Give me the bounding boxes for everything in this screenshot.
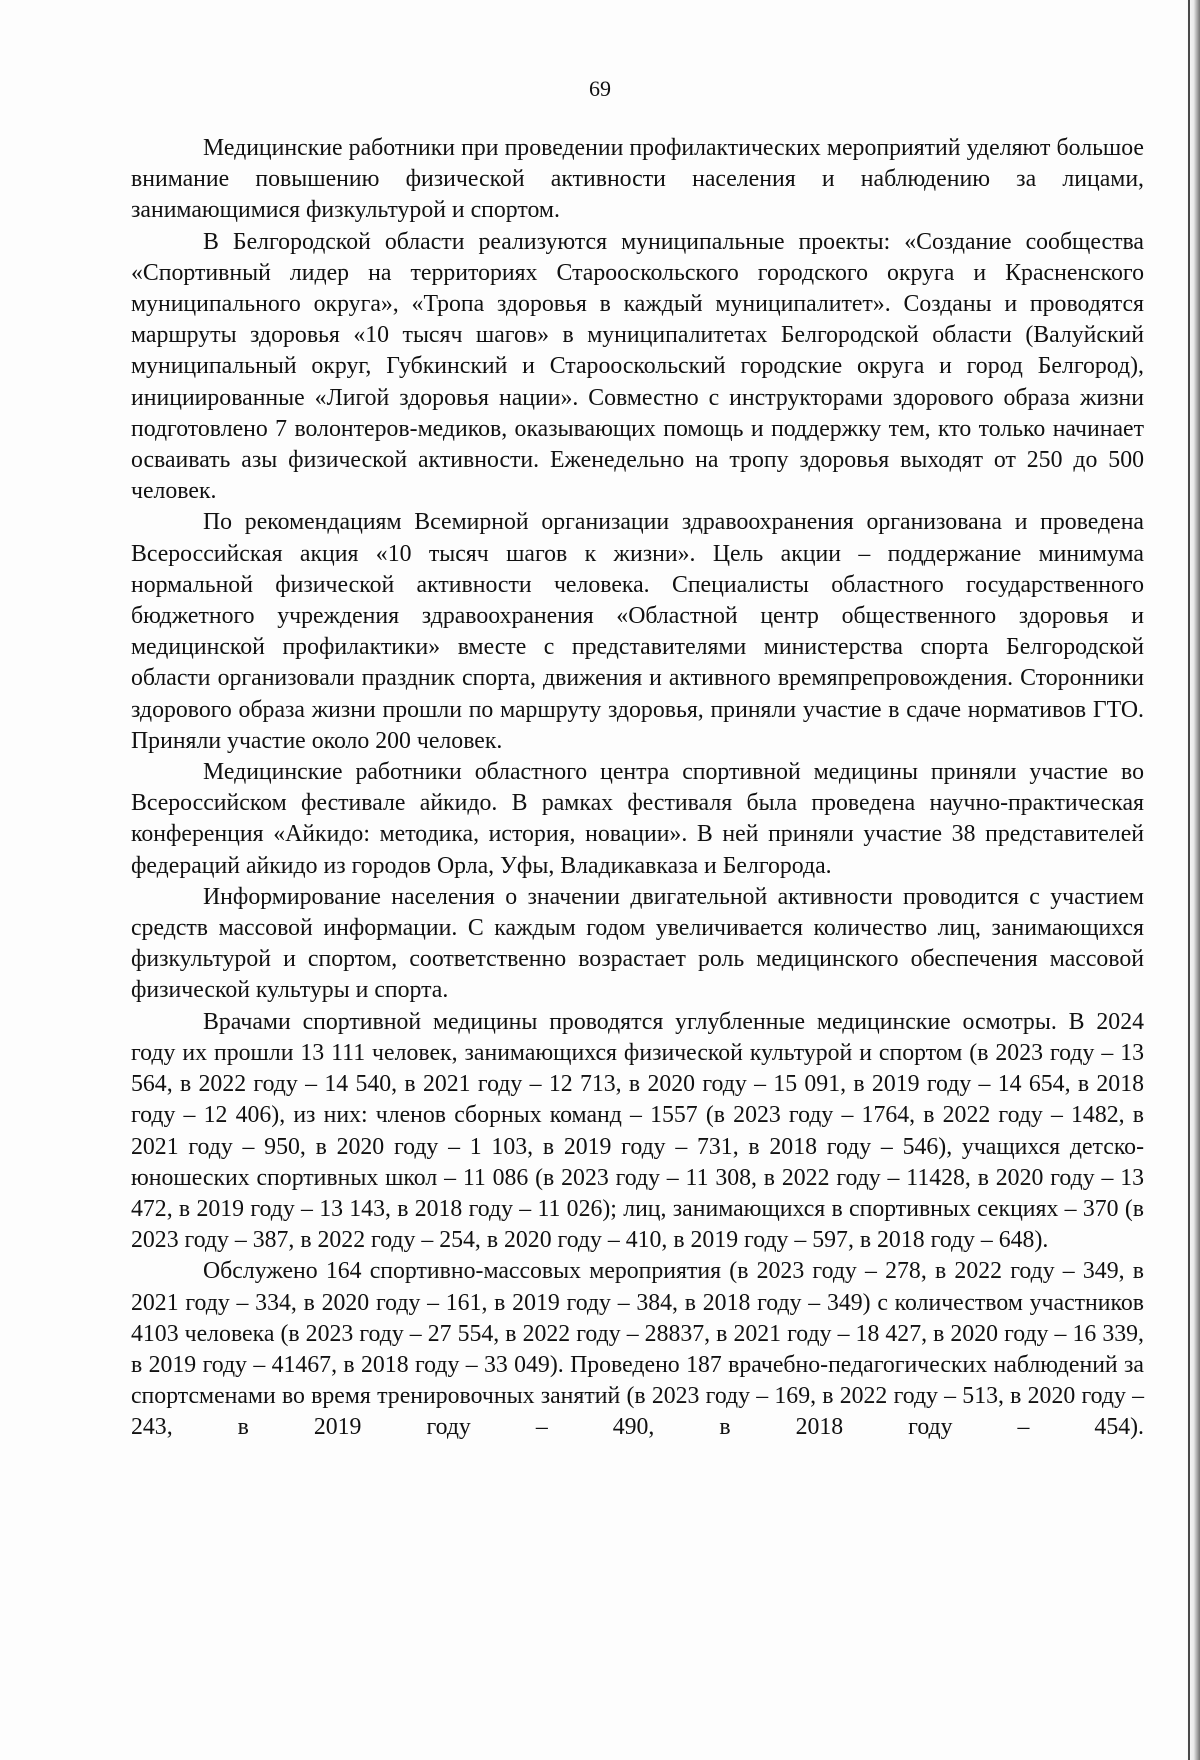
paragraph-who-campaign: По рекомендациям Всемирной организации здравоохранения организована и проведена Всероссийская акция «10 тысяч шагов к жизни». Цель акции – поддержание минимума нормальной физической активности человека. Специалисты областного государственного бюджетного учреждения здравоохранения «Областной центр общественного здоровья и медицинской профилактики» вместе с представителями министерства спорта Белгородской области организовали праздник спорта, движения и активного времяпрепровождения. Сторонники здорового образа жизни прошли по маршруту здоровья, приняли участие в сдаче нормативов ГТО. Приняли участие около 200 человек. (131, 509, 1144, 754)
paragraph-municipal-projects: В Белгородской области реализуются муниципальные проекты: «Создание сообщества «Спортивный лидер на территориях Старооскольского городского округа и Красненского муниципального округа», «Тропа здоровья в каждый муниципалитет». Созданы и проводятся маршруты здоровья «10 тысяч шагов» в муниципалитетах Белгородской области (Валуйский муниципальный округ, Губкинский и Старооскольский городские округа и город Белгород), инициированные «Лигой здоровья нации». Совместно с инструкторами здорового образа жизни подготовлено 7 волонтеров-медиков, оказывающих помощь и поддержку тем, кто только начинает осваивать азы физической активности. Еженедельно на тропу здоровья выходят от 250 до 500 человек. (131, 228, 1144, 505)
page-edge-line (1188, 0, 1190, 1760)
paragraph-media-information: Информирование населения о значении двигательной активности проводится с участием средств массовой информации. С каждым годом увеличивается количество лиц, занимающихся физкультурой и спортом, соответственно возрастает роль медицинского обеспечения массовой физической культуры и спорта. (131, 883, 1144, 1004)
document-body (131, 133, 1144, 1444)
paragraph-medical-examinations: Врачами спортивной медицины проводятся углубленные медицинские осмотры. В 2024 году их прошли 13 111 человек, занимающихся физической культурой и спортом (в 2023 году – 13 564, в 2022 году – 14 540, в 2021 году – 12 713, в 2020 году – 15 091, в 2019 году – 14 654, в 2018 году – 12 406), из них: членов сборных команд – 1557 (в 2023 году – 1764, в 2022 году – 1482, в 2021 году – 950, в 2020 году – 1 103, в 2019 году – 731, в 2018 году – 546), учащихся детско-юношеских спортивных школ – 11 086 (в 2023 году – 11 308, в 2022 году – 11428, в 2020 году – 13 472, в 2019 году – 13 143, в 2018 году – 11 026); лиц, занимающихся в спортивных секциях – 370 (в 2023 году – 387, в 2022 году – 254, в 2020 году – 410, в 2019 году – 597, в 2018 году – 648). (131, 1008, 1144, 1254)
paragraph-sports-events: Обслужено 164 спортивно-массовых мероприятия (в 2023 году – 278, в 2022 году – 349, в 2021 году – 334, в 2020 году – 161, в 2019 году – 384, в 2018 году – 349) с количеством участников 4103 человека (в 2023 году – 27 554, в 2022 году – 28837, в 2021 году – 18 427, в 2020 году – 16 339, в 2019 году – 41467, в 2018 году – 33 049). Проведено 187 врачебно-педагогических наблюдений за спортсменами во время тренировочных занятий (в 2023 году – 169, в 2022 году – 513, в 2020 году – 243, в 2019 году – 490, в 2018 году – 454). (131, 1258, 1144, 1441)
paragraph-medical-workers: Медицинские работники при проведении профилактических мероприятий уделяют большое внимание повышению физической активности населения и наблюдению за лицами, занимающимися физкультурой и спортом. (131, 135, 1144, 224)
page-number: 69 (589, 76, 611, 101)
paragraph-aikido-festival: Медицинские работники областного центра спортивной медицины приняли участие во Всероссийском фестивале айкидо. В рамках фестиваля была проведена научно-практическая конференция «Айкидо: методика, история, новации». В ней приняли участие 38 представителей федераций айкидо из городов Орла, Уфы, Владикавказа и Белгорода. (131, 759, 1144, 879)
